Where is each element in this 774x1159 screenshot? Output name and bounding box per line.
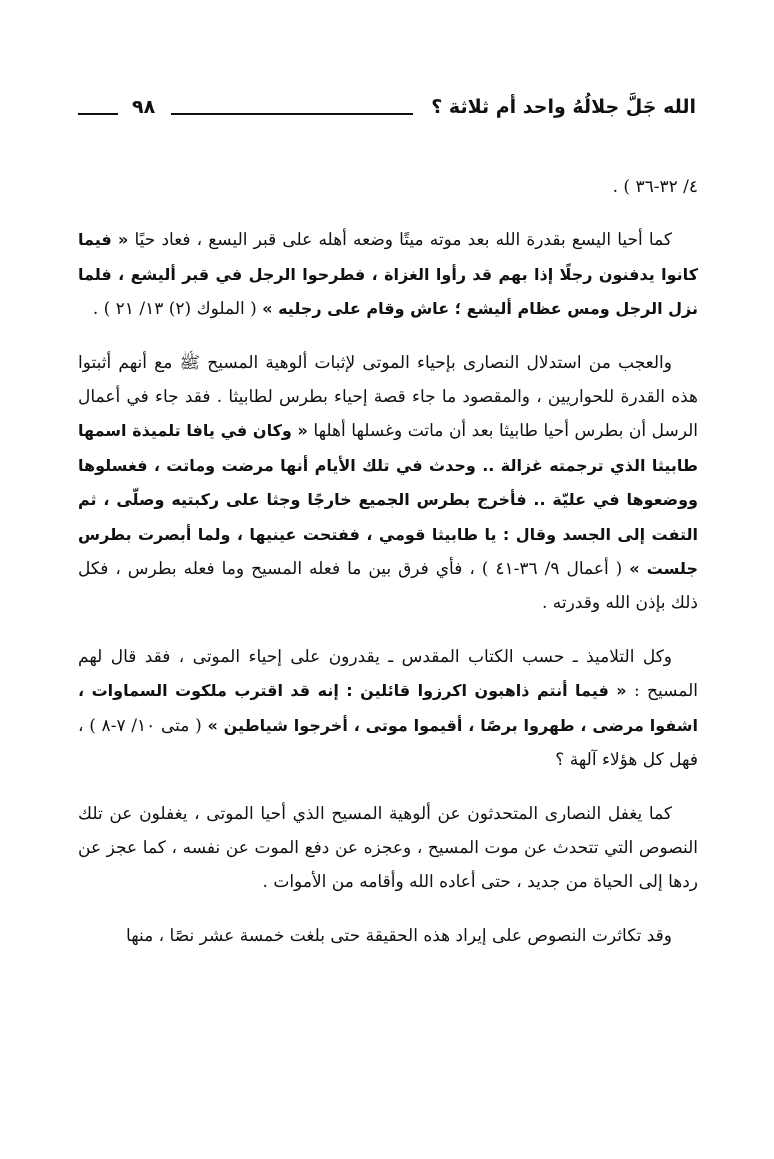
text-run: وقد تكاثرت النصوص على إيراد هذه الحقيقة حتى بلغت خمسة عشر نصًا ، منها	[126, 925, 672, 946]
paragraph	[78, 223, 698, 326]
text-run: كما أحيا اليسع بقدرة الله بعد موته ميتًا وضعه أهله على قبر اليسع ، فعاد حيًا	[128, 230, 672, 251]
quotation: « فيما كانوا يدفنون رجلًا إذا بهم قد رأوا الغزاة ، فطرحوا الرجل في قبر أليشع ، فلما نزل الرجل ومس عظام أليشع ؛ عاش وقام على رجليه »	[78, 230, 698, 319]
paragraph	[78, 797, 698, 900]
running-title: الله جَلَّ جلالُهُ واحد أم ثلاثة ؟	[431, 96, 696, 118]
header-rule	[171, 113, 413, 115]
text-run: ٤/ ٣٢-٣٦ ) .	[612, 177, 698, 197]
text-run: والعجب من استدلال النصارى بإحياء الموتى لإثبات ألوهية المسيح ﷺ مع أنهم أثبتوا هذه القدرة للحواريين ، والمقصود ما جاء قصة إحياء بطرس لطابيثا . فقد جاء في أعمال الرسل أن بطرس أحيا طابيثا بعد أن ماتت وغسلها أهلها	[78, 352, 699, 442]
paragraph	[78, 640, 698, 778]
citation: ( الملوك (٢) ١٣/ ٢١ ) .	[92, 299, 263, 320]
paragraph	[78, 919, 698, 953]
running-header	[78, 92, 696, 122]
citation: ( متى ١٠/ ٧-٨ ) ، فهل كل هؤلاء آلهة ؟	[78, 715, 698, 771]
page-body	[78, 170, 698, 953]
paragraph	[78, 170, 698, 204]
header-rule-end	[78, 113, 118, 115]
page-number: ٩٨	[132, 96, 156, 118]
text-run: كما يغفل النصارى المتحدثون عن ألوهية المسيح الذي أحيا الموتى ، يغفلون عن تلك النصوص التي تتحدث عن موت المسيح ، وعجزه عن دفع الموت عن نفسه ، كما عجز عن ردها إلى الحياة من جديد ، حتى أعاده الله وأقامه من الأموات .	[78, 803, 698, 893]
text-run: وكل التلاميذ ـ حسب الكتاب المقدس ـ يقدرون على إحياء الموتى ، فقد قال لهم المسيح :	[78, 646, 698, 702]
quotation: « وكان في يافا تلميذة اسمها طابيثا الذي ترجمته غزالة .. وحدث في تلك الأيام أنها مرضت وماتت ، فغسلوها ووضعوها في عليّة .. فأخرج بطرس الجميع خارجًا وجثا على ركبتيه وصلّى ، ثم التفت إلى الجسد وقال : يا طابيثا قومي ، ففتحت عينيها ، ولما أبصرت بطرس جلست »	[78, 421, 698, 579]
citation: ( أعمال ٩/ ٣٦-٤١ ) ، فأي فرق بين ما فعله المسيح وما فعله بطرس ، فكل ذلك بإذن الله وقدرته .	[78, 559, 698, 614]
quotation: « فيما أنتم ذاهبون اكرزوا قائلين : إنه قد اقترب ملكوت السماوات ، اشفوا مرضى ، طهروا برصًا ، أقيموا موتى ، أخرجوا شياطين »	[78, 681, 699, 735]
paragraph	[78, 346, 698, 621]
